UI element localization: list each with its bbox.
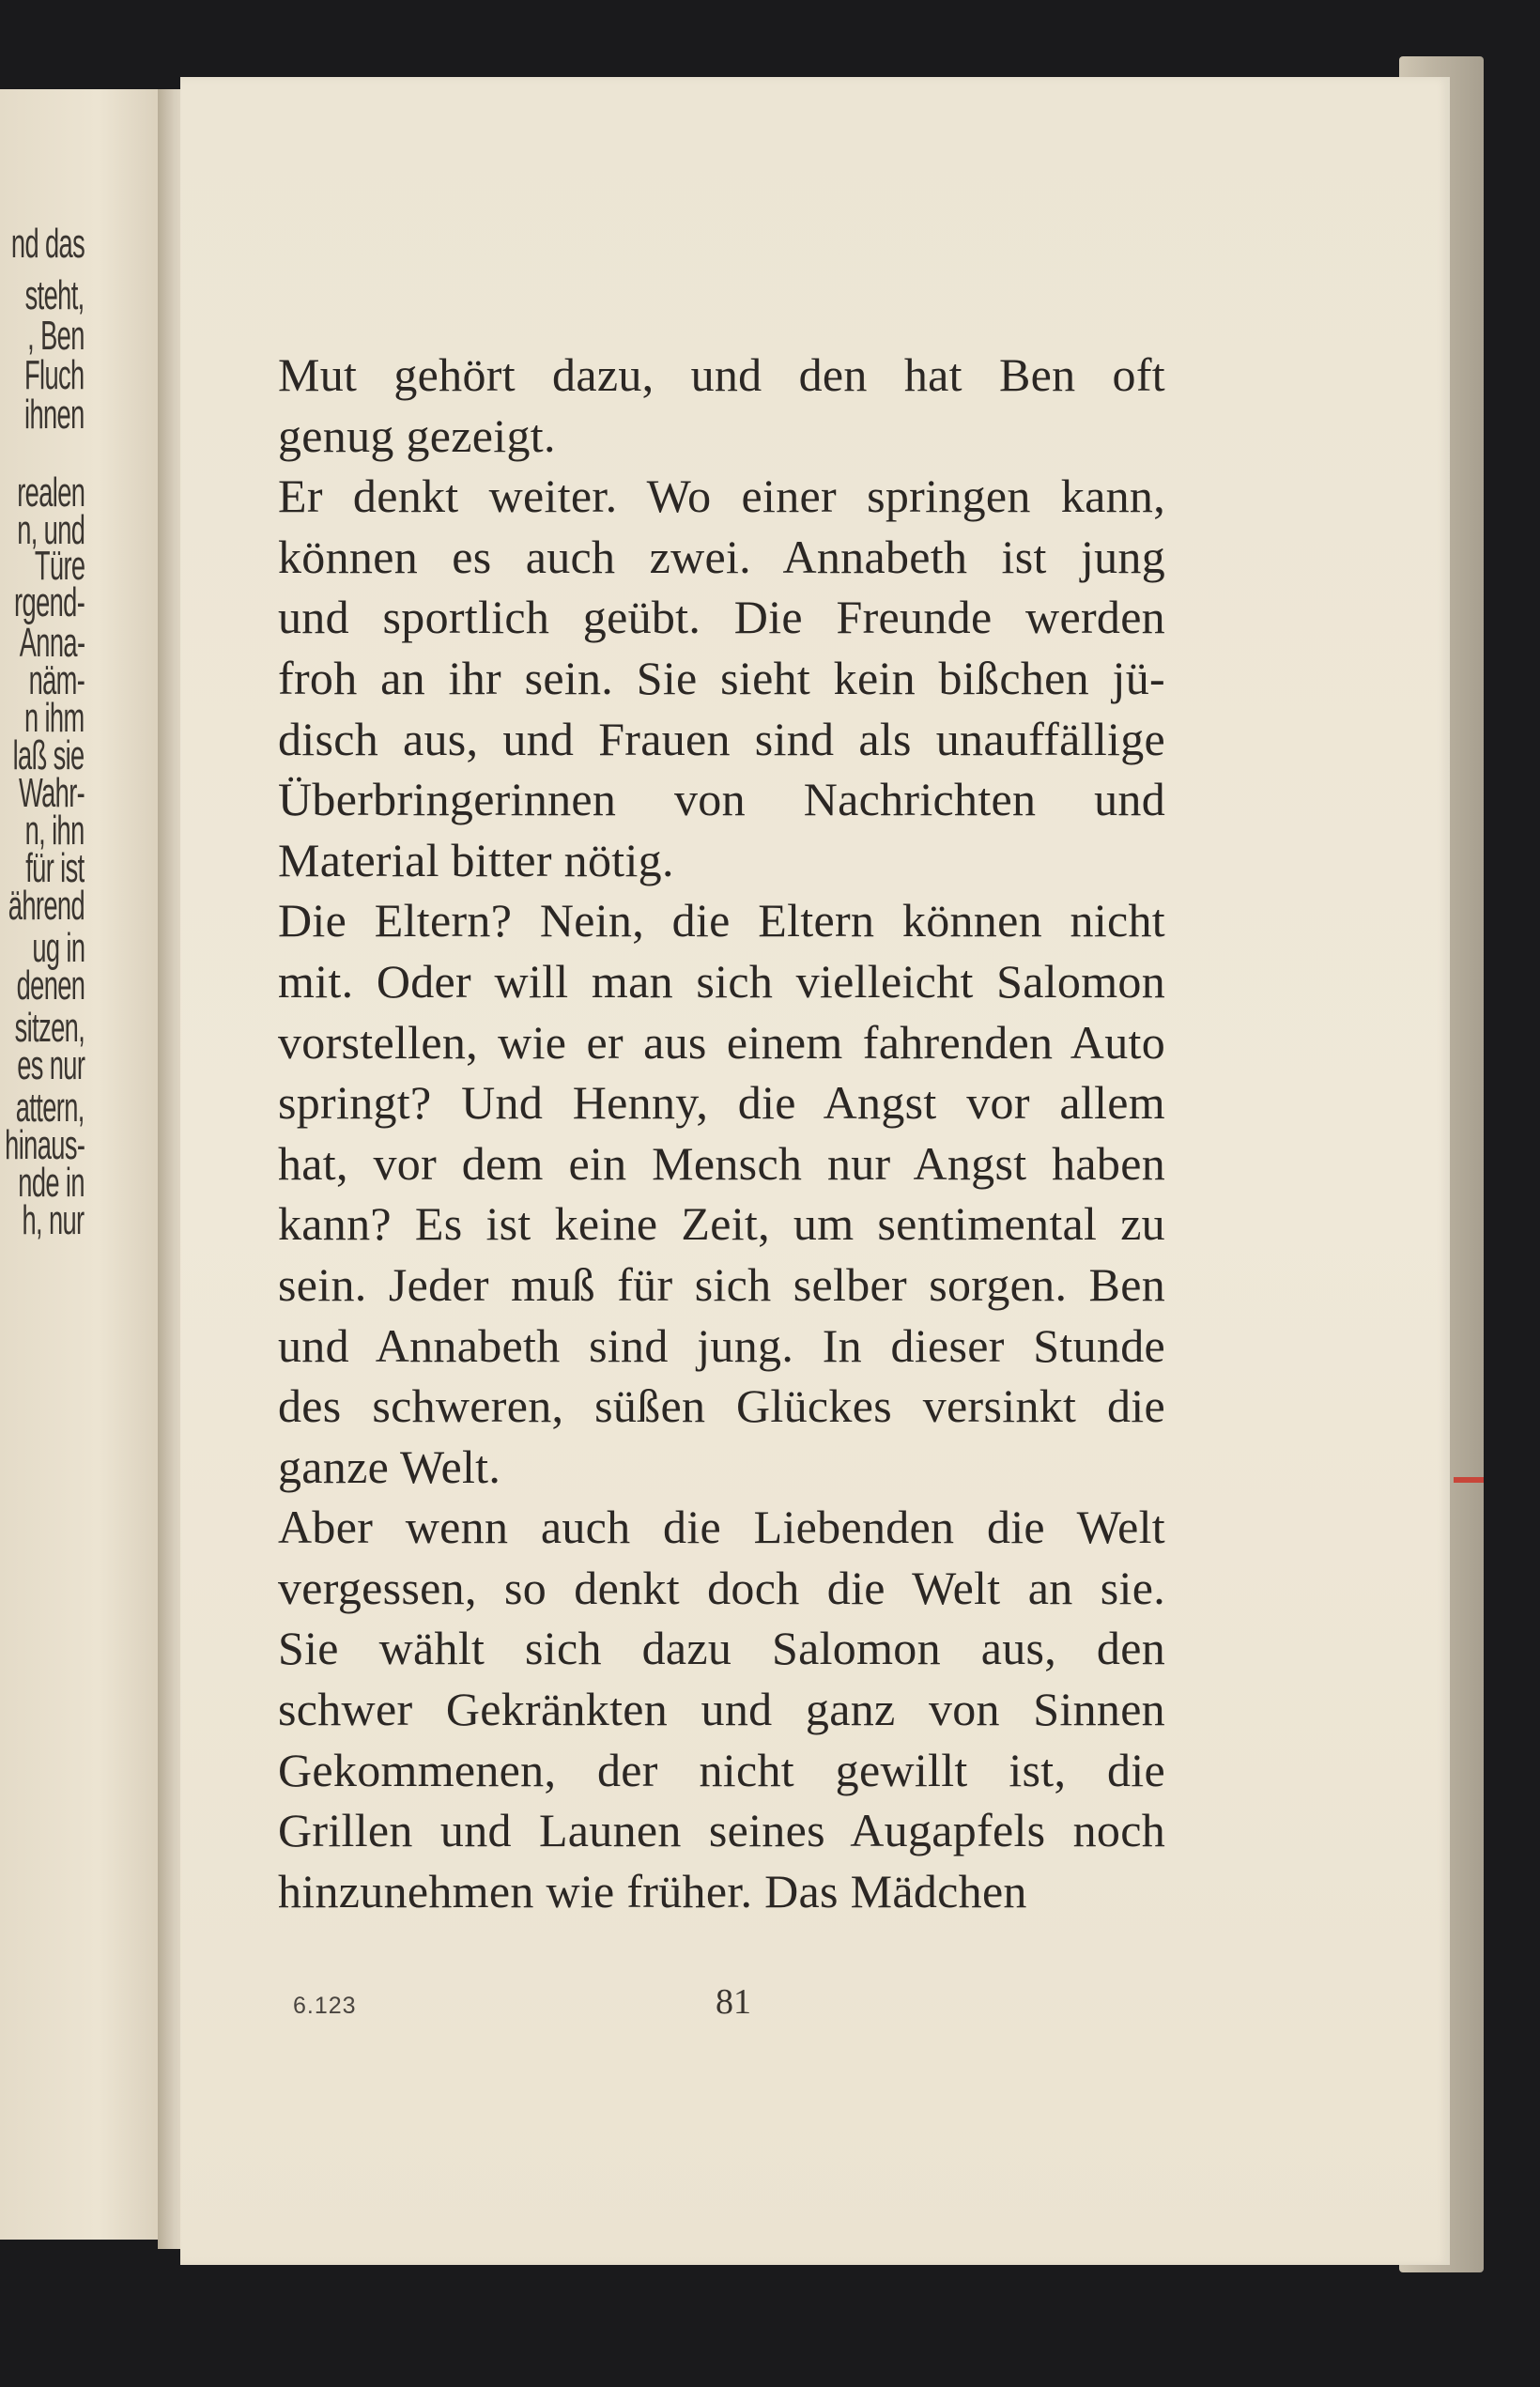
text-line: Grillen und Launen seines Augapfels noch (278, 1804, 1165, 1857)
text-line: ganze Welt. (278, 1440, 501, 1493)
facing-page-line: , Ben (27, 313, 85, 359)
text-line: Aber wenn auch die Liebenden die Welt (278, 1501, 1165, 1554)
text-line: genug gezeigt. (278, 408, 556, 462)
text-line: und sportlich geübt. Die Freunde werden (278, 591, 1165, 644)
facing-page-line: Anna- (19, 620, 85, 666)
text-line: disch aus, und Frauen sind als unauffällige (278, 712, 1165, 765)
text-line: Die Eltern? Nein, die Eltern können nicht (278, 894, 1165, 947)
facing-page-line: h, nur (22, 1197, 85, 1243)
text-line: springt? Und Henny, die Angst vor allem (278, 1076, 1165, 1130)
text-line: Er denkt weiter. Wo einer springen kann, (278, 470, 1165, 523)
facing-page-line: Wahr- (18, 770, 85, 816)
page-text (278, 345, 1165, 1921)
facing-page-line: n ihm (24, 695, 85, 741)
facing-page-line: ihnen (24, 392, 85, 438)
text-line: sein. Jeder muß für sich selber sorgen. Ben (278, 1257, 1165, 1311)
text-line: kann? Es ist keine Zeit, um sentimental zu (278, 1197, 1165, 1251)
printer-signature: 6.123 (293, 1993, 357, 2019)
text-line: Sie wählt sich dazu Salomon aus, den (278, 1622, 1165, 1675)
page-number: 81 (716, 1982, 751, 2022)
text-line: Überbringerinnen von Nachrichten und (278, 773, 1165, 826)
facing-page-line: attern, (15, 1085, 85, 1131)
facing-page-line: denen (16, 962, 85, 1009)
facing-page-line: sitzen, (14, 1005, 85, 1051)
facing-page-line: Türe (34, 543, 85, 589)
facing-page-line: n, ihn (24, 808, 85, 854)
facing-page-line: nd das (10, 221, 85, 267)
text-line: und Annabeth sind jung. In dieser Stunde (278, 1318, 1165, 1372)
facing-page-line: laß sie (12, 732, 85, 778)
facing-page-line: n, und (16, 507, 85, 553)
facing-page-line: Fluch (24, 352, 85, 398)
text-line: Material bitter nötig. (278, 833, 674, 886)
facing-page-line: rgend- (13, 579, 85, 625)
book-page (180, 77, 1450, 2265)
facing-page-line: nde in (18, 1160, 85, 1206)
facing-page-line: für ist (25, 845, 85, 891)
facing-page-line: näm- (28, 657, 85, 703)
text-line: können es auch zwei. Annabeth ist jung (278, 530, 1165, 583)
facing-page-line: realen (16, 470, 85, 516)
facing-page-line: hinaus- (4, 1122, 85, 1168)
text-line: schwer Gekränkten und ganz von Sinnen (278, 1683, 1165, 1736)
text-line: des schweren, süßen Glückes versinkt die (278, 1379, 1165, 1433)
text-line: hat, vor dem ein Mensch nur Angst haben (278, 1136, 1165, 1190)
text-line: mit. Oder will man sich vielleicht Salomon (278, 954, 1165, 1008)
facing-page (0, 89, 164, 2240)
text-line: Gekommenen, der nicht gewillt ist, die (278, 1743, 1165, 1796)
bookmark-ribbon (1454, 1477, 1484, 1483)
text-line: froh an ihr sein. Sie sieht kein bißchen jü- (278, 651, 1165, 704)
facing-page-line: steht, (24, 272, 85, 318)
text-line: hinzunehmen wie früher. Das Mädchen (278, 1864, 1027, 1917)
text-line: Mut gehört dazu, und den hat Ben oft (278, 348, 1165, 401)
text-line: vergessen, so denkt doch die Welt an sie. (278, 1561, 1165, 1614)
facing-page-line: ährend (8, 883, 85, 929)
facing-page-line: ug in (31, 925, 85, 971)
facing-page-line: es nur (16, 1042, 85, 1088)
text-line: vorstellen, wie er aus einem fahrenden Auto (278, 1015, 1165, 1069)
